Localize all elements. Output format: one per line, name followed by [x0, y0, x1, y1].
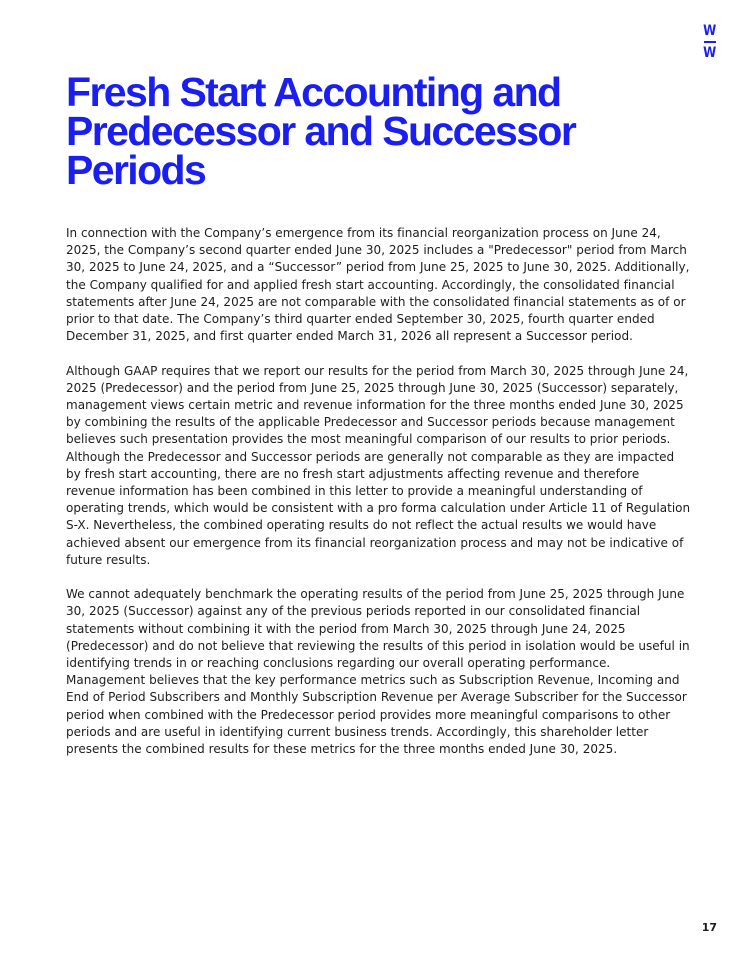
paragraph-benchmark: We cannot adequately benchmark the operating results of the period from June 25, 2025 through June 30, 2025 (Successor) against any of the previous periods reported in our consolidated financial statements without combining it with the period from March 30, 2025 through June 24, 2025 (Predecessor) and do not believe that reviewing the results of this period in isolation would be useful in identifying trends in or reaching conclusions regarding our overall operating performance. Management believes that the key performance metrics such as Subscription Revenue, Incoming and End of Period Subscribers and Monthly Subscription Revenue per Average Subscriber for the Successor period when combined with the Predecessor period provides more meaningful comparisons to other periods and are useful in identifying current business trends. Accordingly, this shareholder letter presents the combined results for these metrics for the three months ended June 30, 2025.: [66, 587, 690, 757]
title-line-2: Predecessor and Successor: [66, 108, 576, 154]
logo-letter-bottom: W: [703, 45, 717, 61]
page-title: [66, 69, 686, 193]
logo-divider: [704, 41, 716, 43]
body-text: [66, 225, 691, 775]
ww-logo: [703, 24, 717, 60]
logo-letter-top: W: [703, 23, 717, 39]
page-number: 17: [701, 921, 717, 934]
paragraph-emergence: In connection with the Company’s emergence from its financial reorganization process on June 24, 2025, the Company’s second quarter ended June 30, 2025 includes a "Predecessor" period from March 30, 2025 to June 24, 2025, and a “Successor” period from June 25, 2025 to June 30, 2025. Additionally, the Company qualified for and applied fresh start accounting. Accordingly, the consolidated financial statements after June 24, 2025 are not comparable with the consolidated financial statements as of or prior to that date. The Company’s third quarter ended September 30, 2025, fourth quarter ended December 31, 2025, and first quarter ended March 31, 2026 all represent a Successor period.: [66, 226, 690, 344]
title-line-1: Fresh Start Accounting and: [66, 69, 561, 115]
paragraph-gaap: Although GAAP requires that we report our results for the period from March 30, 2025 through June 24, 2025 (Predecessor) and the period from June 25, 2025 through June 30, 2025 (Successor) separately, management views certain metric and revenue information for the three months ended June 30, 2025 by combining the results of the applicable Predecessor and Successor periods because management believes such presentation provides the most meaningful comparison of our results to prior periods. Although the Predecessor and Successor periods are generally not comparable as they are impacted by fresh start accounting, there are no fresh start adjustments affecting revenue and therefore revenue information has been combined in this letter to provide a meaningful understanding of operating trends, which would be consistent with a pro forma calculation under Article 11 of Regulation S-X. Nevertheless, the combined operating results do not reflect the actual results we would have achieved absent our emergence from its financial reorganization process and may not be indicative of future results.: [66, 363, 691, 567]
title-line-3: Periods: [66, 147, 206, 193]
